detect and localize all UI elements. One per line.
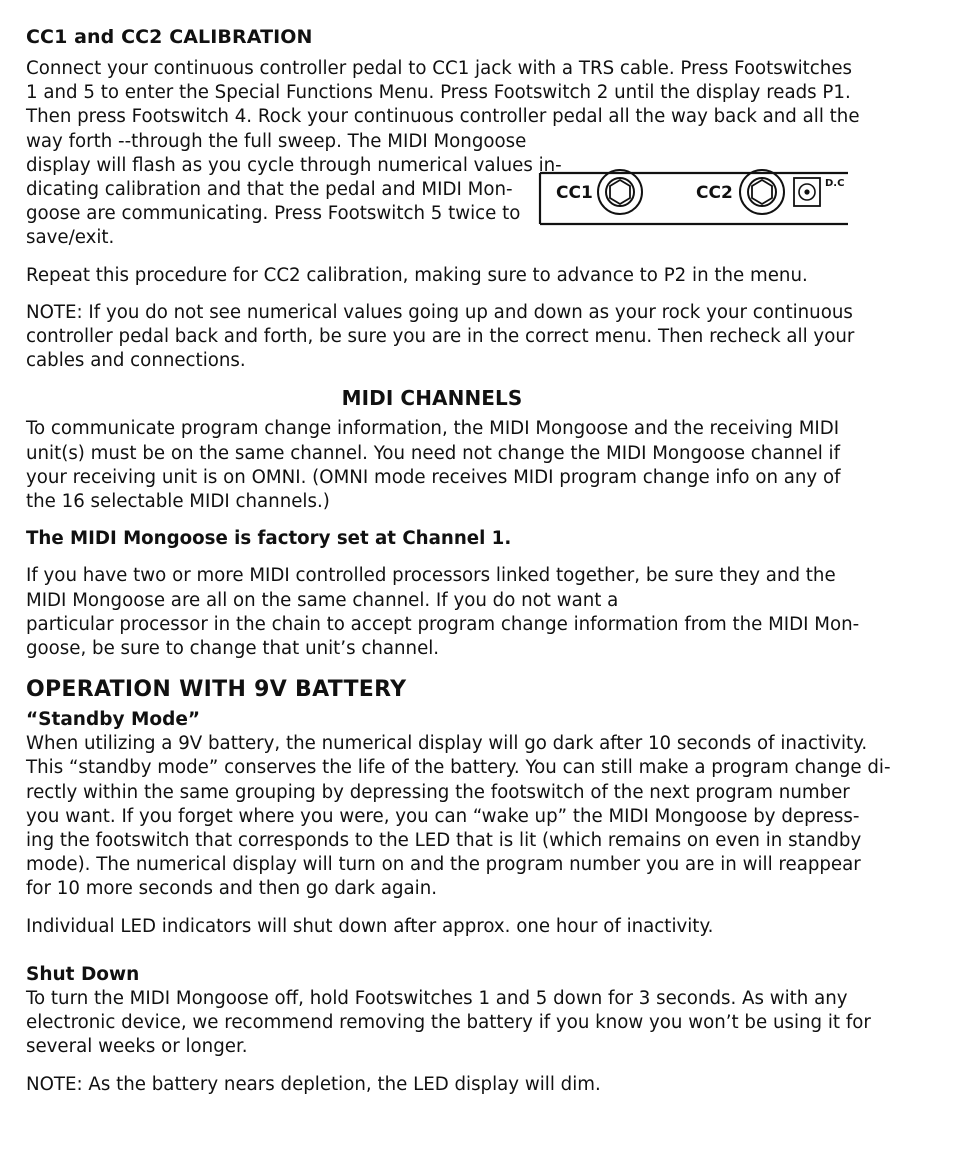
calibration-repeat-paragraph: Repeat this procedure for CC2 calibration, making sure to advance to P2 in the menu. (26, 264, 808, 286)
text-line: controller pedal back and forth, be sure you are in the correct menu. Then recheck all your (26, 326, 855, 348)
cc1-jack-icon (598, 170, 642, 214)
text-line: particular processor in the chain to accept program change information from the MIDI Mon- (26, 613, 860, 635)
text-line: save/exit. (26, 227, 115, 249)
text-line: you want. If you forget where you were, you can “wake up” the MIDI Mongoose by depress- (26, 805, 860, 827)
text-line: To turn the MIDI Mongoose off, hold Footswitches 1 and 5 down for 3 seconds. As with any (26, 987, 848, 1009)
midi-channels-paragraph (26, 417, 841, 514)
text-line: Connect your continuous controller pedal to CC1 jack with a TRS cable. Press Footswitches (26, 58, 853, 79)
text-line: Then press Footswitch 4. Rock your continuous controller pedal all the way back and all the (26, 106, 860, 128)
text-line: cables and connections. (26, 350, 246, 372)
text-line: To communicate program change information, the MIDI Mongoose and the receiving MIDI (26, 418, 840, 440)
dc-jack-label: D.C (825, 178, 845, 189)
text-line: way forth --through the full sweep. The MIDI Mongoose (26, 130, 527, 152)
text-line: goose are communicating. Press Footswitch 5 twice to (26, 203, 521, 225)
standby-mode-paragraph (26, 732, 891, 901)
cc2-jack-icon (740, 170, 784, 214)
calibration-note (26, 301, 855, 374)
text-line: rectly within the same grouping by depressing the footswitch of the next program number (26, 781, 850, 803)
text-line: several weeks or longer. (26, 1036, 248, 1058)
standby-mode-heading: “Standby Mode” (26, 709, 201, 731)
cc2-jack-label: CC2 (696, 183, 733, 203)
text-line: unit(s) must be on the same channel. You need not change the MIDI Mongoose channel if (26, 442, 841, 464)
factory-channel-note: The MIDI Mongoose is factory set at Channel 1. (26, 528, 512, 550)
midi-channels-heading: MIDI CHANNELS (341, 386, 523, 411)
cc1-jack-label: CC1 (556, 183, 593, 203)
calibration-heading: CC1 and CC2 CALIBRATION (26, 26, 313, 48)
battery-depletion-note: NOTE: As the battery nears depletion, the LED display will dim. (26, 1073, 601, 1095)
text-line: your receiving unit is on OMNI. (OMNI mode receives MIDI program change info on any of (26, 466, 841, 488)
text-line: MIDI Mongoose are all on the same channel. If you do not want a (26, 589, 619, 611)
text-line: display will flash as you cycle through numerical values in- (26, 154, 562, 176)
midi-linked-processors-paragraph (26, 564, 860, 661)
text-line: ing the footswitch that corresponds to the LED that is lit (which remains on even in standby (26, 830, 862, 852)
text-line: the 16 selectable MIDI channels.) (26, 491, 330, 513)
battery-operation-heading: OPERATION WITH 9V BATTERY (26, 677, 407, 703)
shut-down-heading: Shut Down (26, 963, 140, 985)
text-line: This “standby mode” conserves the life of the battery. You can still make a program change di- (26, 757, 891, 779)
manual-page (26, 26, 891, 1110)
text-line: goose, be sure to change that unit’s channel. (26, 638, 440, 660)
text-line: If you have two or more MIDI controlled processors linked together, be sure they and the (26, 565, 836, 587)
text-line: mode). The numerical display will turn on and the program number you are in will reappear (26, 854, 861, 876)
text-line: When utilizing a 9V battery, the numerical display will go dark after 10 seconds of inactivity. (26, 733, 868, 755)
led-shutdown-note: Individual LED indicators will shut down after approx. one hour of inactivity. (26, 915, 714, 937)
text-line: dicating calibration and that the pedal and MIDI Mon- (26, 179, 513, 201)
text-line: for 10 more seconds and then go dark again. (26, 878, 438, 900)
dc-power-jack-icon (794, 178, 820, 206)
text-line: 1 and 5 to enter the Special Functions Menu. Press Footswitch 2 until the display reads P1. (26, 82, 851, 104)
shut-down-paragraph (26, 987, 871, 1060)
text-line: NOTE: If you do not see numerical values going up and down as your rock your continuous (26, 301, 853, 323)
text-line: electronic device, we recommend removing the battery if you know you won’t be using it for (26, 1012, 871, 1034)
jack-panel-diagram (538, 168, 848, 228)
